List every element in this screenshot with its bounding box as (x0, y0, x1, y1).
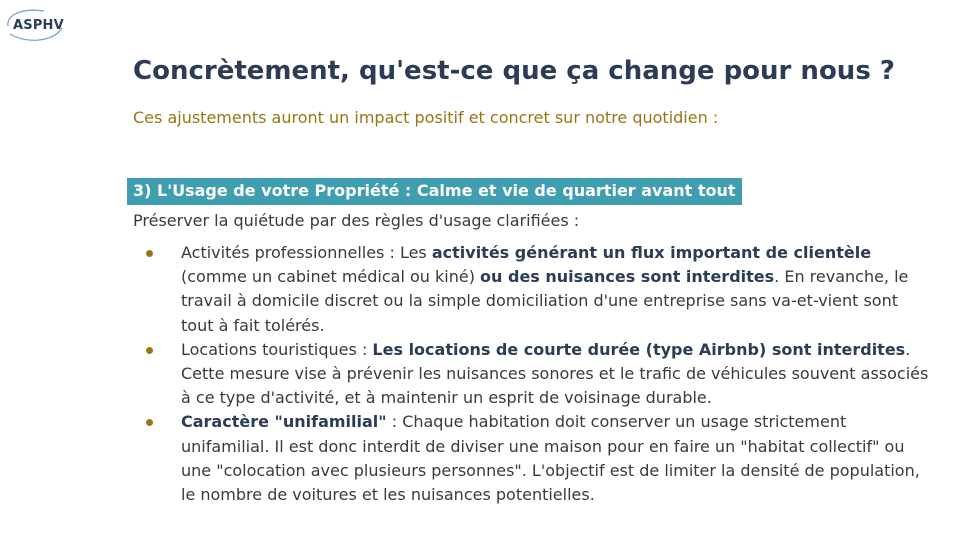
section-heading: 3) L'Usage de votre Propriété : Calme et vie de quartier avant tout (127, 178, 742, 205)
item-lead: Locations touristiques : (181, 339, 373, 359)
logo-text: ASPHV (13, 18, 64, 33)
item-bold: Les locations de courte durée (type Airbnb) sont interdites (372, 339, 906, 359)
bullet-icon (146, 419, 153, 426)
item-bold: Caractère "unifamilial" (181, 412, 387, 432)
item-tail: : Chaque habitation doit conserver un usage strictement unifamilial. Il est donc interdit de diviser une maison pour en faire un "habitat collectif" ou une "colocation avec plusieurs personnes". L'objectif est de limiter la densité de population, le nombre de voitures et les nuisances potentielles. (181, 412, 920, 505)
bullet-icon (146, 250, 153, 257)
page-title: Concrètement, qu'est-ce que ça change pour nous ? (133, 56, 895, 86)
section-intro: Préserver la quiétude par des règles d'usage clarifiées : (133, 211, 580, 230)
item-bold: activités générant un flux important de clientèle (431, 243, 872, 262)
bullet-list (133, 241, 933, 507)
item-tail: . Cette mesure vise à prévenir les nuisances sonores et le trafic de véhicules souvent associés à ce type d'activité, et à maintenir un esprit de voisinage durable. (181, 339, 929, 408)
item-tail: . En revanche, le travail à domicile discret ou la simple domiciliation d'une entreprise sans va-et-vient sont tout à fait tolérés. (181, 267, 909, 335)
item-bold: ou des nuisances sont interdites (480, 267, 775, 287)
bullet-icon (146, 347, 153, 354)
asphv-logo (4, 6, 66, 40)
page-subtitle: Ces ajustements auront un impact positif et concret sur notre quotidien : (133, 108, 719, 127)
list-item-activites (133, 241, 933, 338)
list-item-unifamilial (133, 410, 933, 507)
list-item-locations (133, 338, 933, 411)
item-mid: (comme un cabinet médical ou kiné) (181, 267, 481, 287)
item-lead: Activités professionnelles : Les (181, 243, 432, 262)
